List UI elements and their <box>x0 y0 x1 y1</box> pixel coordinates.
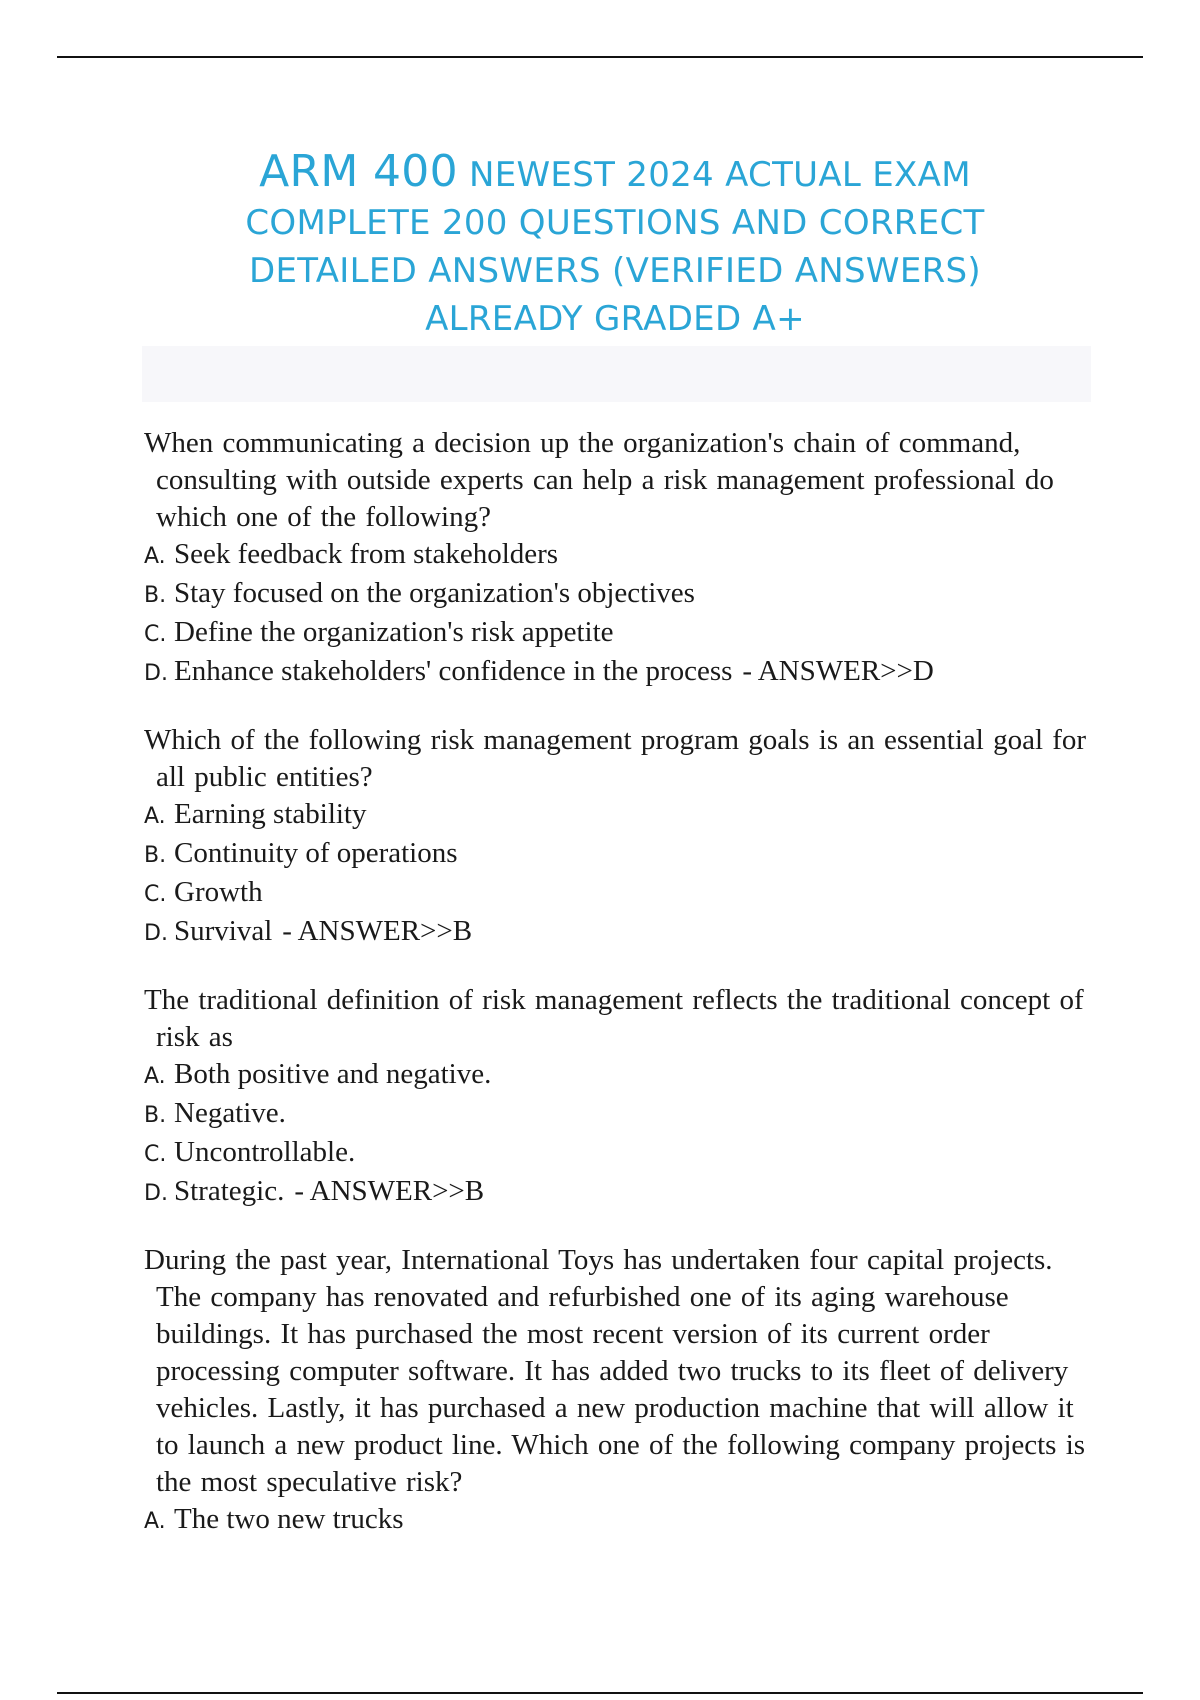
option-text: Enhance stakeholders' confidence in the process <box>174 655 733 687</box>
question-item <box>144 982 1094 1212</box>
option-letter: C. <box>144 622 167 647</box>
answer-option <box>144 1134 1094 1173</box>
option-letter: D. <box>144 661 168 686</box>
answer-option <box>144 796 1094 835</box>
option-text: Define the organization's risk appetite <box>174 616 614 648</box>
correct-answer: - ANSWER>>D <box>742 655 934 687</box>
course-code: ARM 400 <box>259 146 458 197</box>
option-text: Strategic. <box>174 1175 285 1207</box>
option-text: Earning stability <box>174 798 367 830</box>
question-item <box>144 722 1094 952</box>
option-letter: A. <box>144 544 166 569</box>
question-item <box>144 425 1094 692</box>
option-text: Uncontrollable. <box>174 1136 356 1168</box>
answer-option <box>144 1501 1094 1540</box>
answer-option <box>144 913 1094 952</box>
answer-option <box>144 1056 1094 1095</box>
option-letter: B. <box>144 843 167 868</box>
option-text: Seek feedback from stakeholders <box>174 538 559 570</box>
option-letter: C. <box>144 1142 167 1167</box>
question-text: When communicating a decision up the organization's chain of command, consulting with outside experts can help a risk management professional do which one of the following? <box>144 427 1054 533</box>
correct-answer: - ANSWER>>B <box>282 915 473 947</box>
question-item <box>144 1242 1094 1540</box>
option-letter: A. <box>144 1064 166 1089</box>
option-text: Survival <box>174 915 273 947</box>
option-text: Continuity of operations <box>174 837 458 869</box>
title-line-1-rest: NEWEST 2024 ACTUAL EXAM <box>468 155 971 195</box>
answer-option <box>144 653 1094 692</box>
top-rule <box>57 56 1143 58</box>
answer-option <box>144 874 1094 913</box>
option-text: Negative. <box>174 1097 286 1129</box>
option-text: Growth <box>174 876 263 908</box>
option-letter: A. <box>144 1509 166 1534</box>
option-letter: D. <box>144 1181 168 1206</box>
option-letter: C. <box>144 882 167 907</box>
answer-option <box>144 614 1094 653</box>
option-text: Both positive and negative. <box>174 1058 492 1090</box>
title-line-3: DETAILED ANSWERS (VERIFIED ANSWERS) <box>249 251 981 291</box>
questions-list <box>144 425 1094 1570</box>
title-line-2: COMPLETE 200 QUESTIONS AND CORRECT <box>245 203 985 243</box>
answer-option <box>144 835 1094 874</box>
shaded-spacer <box>142 346 1091 402</box>
option-letter: B. <box>144 583 167 608</box>
answer-option <box>144 536 1094 575</box>
answer-option <box>144 1173 1094 1212</box>
option-text: The two new trucks <box>174 1503 404 1535</box>
option-letter: B. <box>144 1103 167 1128</box>
option-letter: D. <box>144 921 168 946</box>
question-text: The traditional definition of risk management reflects the traditional concept of risk as <box>144 984 1084 1053</box>
question-text: Which of the following risk management program goals is an essential goal for all public entities? <box>144 724 1087 793</box>
title-line-1 <box>140 148 1090 199</box>
correct-answer: - ANSWER>>B <box>294 1175 485 1207</box>
title-line-4: ALREADY GRADED A+ <box>425 299 805 339</box>
bottom-rule <box>57 1692 1143 1694</box>
answer-option <box>144 575 1094 614</box>
option-letter: A. <box>144 804 166 829</box>
question-text: During the past year, International Toys has undertaken four capital projects. The company has renovated and refurbished one of its aging warehouse buildings. It has purchased the most recent version of its current order processing computer software. It has added two trucks to its fleet of delivery vehicles. Lastly, it has purchased a new production machine that will allow it to launch a new product line. Which one of the following company projects is the most speculative risk? <box>144 1244 1086 1498</box>
answer-option <box>144 1095 1094 1134</box>
option-text: Stay focused on the organization's objectives <box>174 577 695 609</box>
page-title <box>140 148 1090 343</box>
